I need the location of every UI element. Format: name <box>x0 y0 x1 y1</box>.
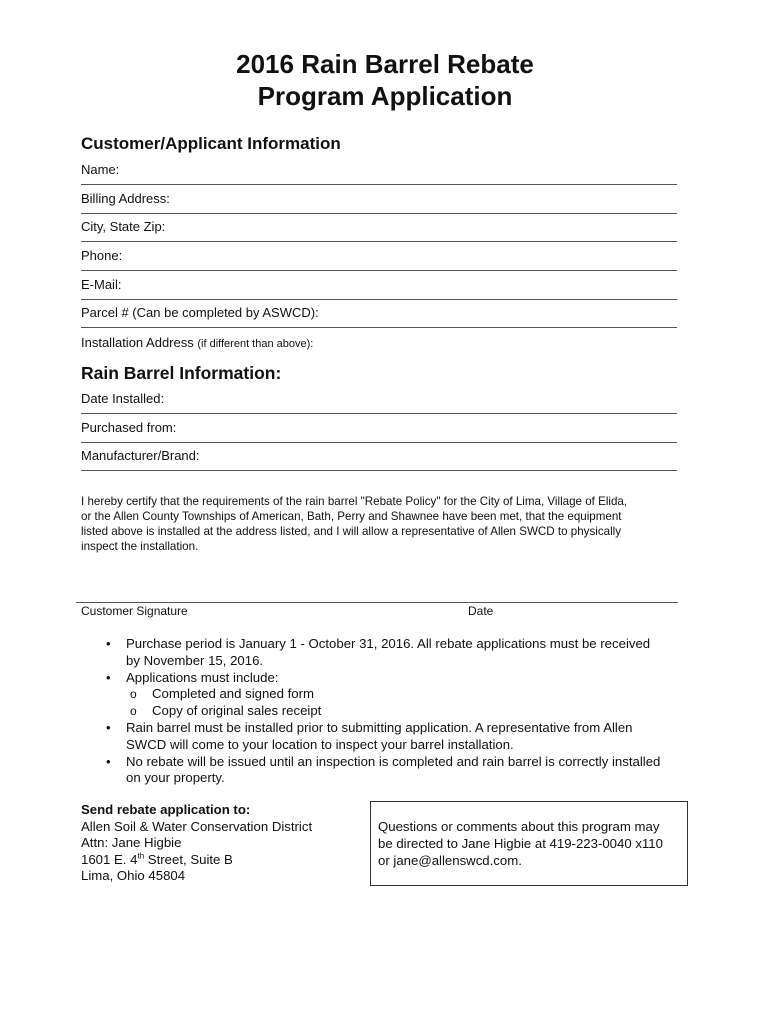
installation-address-note: (if different than above): <box>197 338 314 350</box>
sub-list-item: o Completed and signed form <box>130 686 315 702</box>
questions-line: be directed to Jane Higbie at 419-223-0040 x110 <box>378 836 663 851</box>
questions-line: Questions or comments about this program may <box>378 819 660 834</box>
questions-email: or jane@allenswcd.com. <box>378 853 522 868</box>
title-line-2: Program Application <box>257 81 513 111</box>
name-label: Name: <box>81 162 120 177</box>
installation-address-label: Installation Address (if different than above): <box>81 335 314 350</box>
email-label: E-Mail: <box>81 277 122 292</box>
city-state-zip-label: City, State Zip: <box>81 219 166 234</box>
date-label: Date <box>468 604 494 618</box>
bullet-icon: • <box>106 669 111 685</box>
email-field[interactable] <box>81 271 677 300</box>
purchased-from-field[interactable] <box>81 414 677 443</box>
list-item: • Applications must include: <box>106 669 279 685</box>
city-state-zip-field[interactable] <box>81 213 677 242</box>
signature-line[interactable] <box>76 602 678 603</box>
phone-field[interactable] <box>81 242 677 271</box>
parcel-field[interactable] <box>81 299 677 328</box>
customer-signature-label: Customer Signature <box>81 604 188 618</box>
title-line-1: 2016 Rain Barrel Rebate <box>236 49 534 79</box>
parcel-label: Parcel # (Can be completed by ASWCD): <box>81 305 319 320</box>
circle-bullet-icon: o <box>130 687 137 702</box>
send-attn: Attn: Jane Higbie <box>81 835 182 851</box>
bullet-icon: • <box>106 636 111 651</box>
purchased-from-label: Purchased from: <box>81 420 177 435</box>
barrel-section-heading: Rain Barrel Information: <box>81 363 282 383</box>
send-city: Lima, Ohio 45804 <box>81 868 186 884</box>
list-item: • Purchase period is January 1 - October 31, 2016. All rebate applications must be received by November 15, 2016. <box>106 636 651 668</box>
date-installed-field[interactable] <box>81 385 677 414</box>
send-org: Allen Soil & Water Conservation District <box>81 818 313 834</box>
manufacturer-label: Manufacturer/Brand: <box>81 448 200 463</box>
name-field[interactable] <box>81 156 677 185</box>
certify-line: or the Allen County Townships of American, Bath, Perry and Shawnee have been met, that the equipment <box>81 510 622 523</box>
date-installed-label: Date Installed: <box>81 391 165 406</box>
send-street: 1601 E. 4th Street, Suite B <box>81 851 233 867</box>
billing-address-field[interactable] <box>81 185 677 214</box>
customer-section-heading: Customer/Applicant Information <box>81 134 341 153</box>
billing-address-label: Billing Address: <box>81 191 170 206</box>
page-title <box>0 48 770 112</box>
certification-statement <box>81 494 681 554</box>
instructions-list <box>106 636 696 787</box>
mailing-address <box>81 802 312 885</box>
list-item: • Rain barrel must be installed prior to submitting application. A representative from Allen SWCD will come to your location to inspect your barrel installation. <box>106 719 633 752</box>
bullet-icon: • <box>106 719 111 735</box>
bullet-icon: • <box>106 753 111 769</box>
send-heading: Send rebate application to: <box>81 802 251 817</box>
certify-line: inspect the installation. <box>81 540 199 553</box>
sub-list-item: o Copy of original sales receipt <box>130 703 322 719</box>
manufacturer-field[interactable] <box>81 442 677 471</box>
phone-label: Phone: <box>81 248 123 263</box>
questions-box <box>370 801 688 886</box>
certify-line: listed above is installed at the address listed, and I will allow a representative of Allen SWCD to physically <box>81 525 622 538</box>
certify-line: I hereby certify that the requirements of the rain barrel "Rebate Policy" for the City of Lima, Village of Elida, <box>81 495 628 508</box>
circle-bullet-icon: o <box>130 704 137 719</box>
list-item: • No rebate will be issued until an inspection is completed and rain barrel is correctly installed on your property. <box>106 753 661 786</box>
installation-address-field[interactable] <box>81 328 677 357</box>
